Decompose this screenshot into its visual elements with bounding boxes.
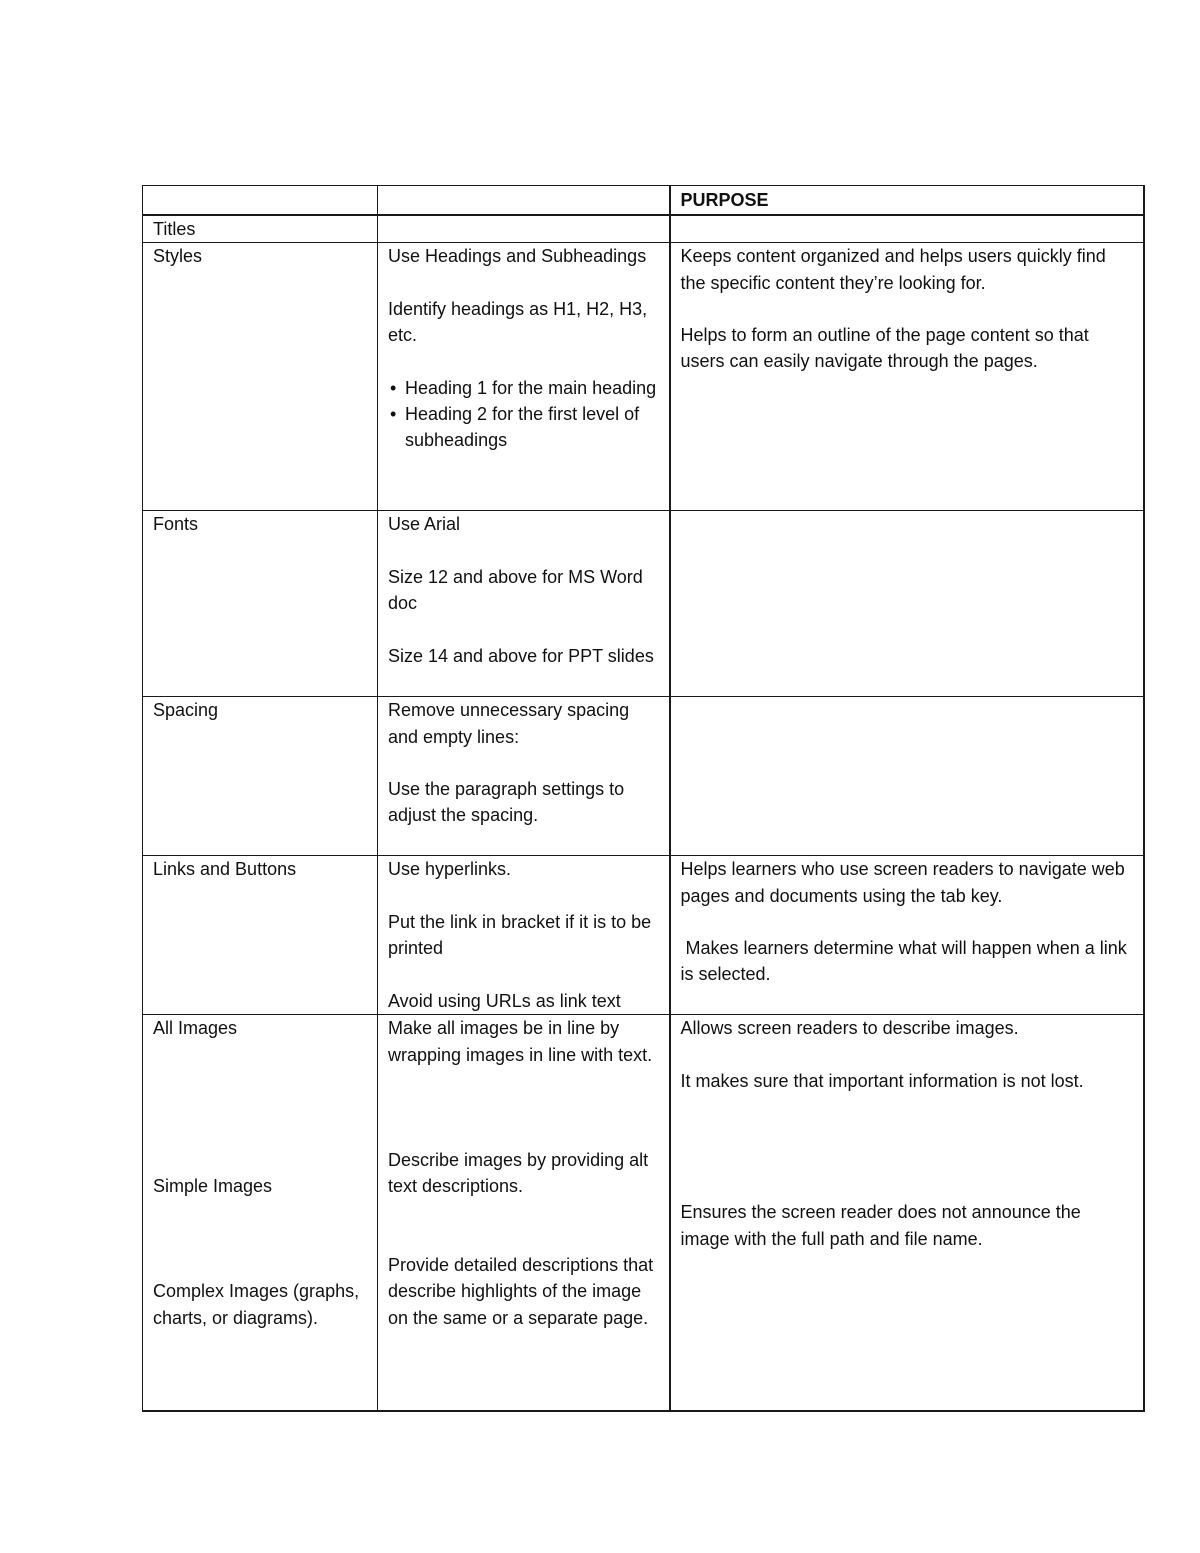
images-purpose-cell (670, 1015, 1144, 1412)
row-label-complex-images: Complex Images (graphs, charts, or diagrams). (153, 1281, 360, 1328)
spacer (388, 538, 659, 564)
spacer (388, 270, 659, 296)
styles-purpose-p2: Helps to form an outline of the page content so that users can easily navigate through the pages. (680, 325, 1089, 372)
spacer (388, 348, 659, 374)
spacer (681, 1042, 1133, 1068)
fonts-guidance-cell (378, 511, 670, 697)
row-label-simple-images: Simple Images (153, 1176, 273, 1197)
links-purpose-cell (670, 856, 1144, 1015)
styles-purpose-cell (670, 243, 1144, 511)
row-label-styles: Styles (143, 243, 378, 511)
spacer (681, 909, 1133, 935)
fonts-guidance-p1: Use Arial (388, 514, 461, 535)
table-row-titles (143, 215, 1144, 243)
row-label-all-images: All Images (153, 1018, 238, 1039)
fonts-guidance-p2: Size 12 and above for MS Word doc (388, 566, 643, 614)
list-item-text: Heading 2 for the first level of subheadings (405, 404, 640, 451)
row-label-fonts: Fonts (143, 511, 378, 697)
table-row-links-and-buttons (143, 856, 1144, 1015)
heading-levels-list (388, 375, 659, 454)
links-purpose-p2: Makes learners determine what will happen when a link is selected. (680, 938, 1132, 985)
row-label-titles: Titles (143, 215, 378, 243)
images-guidance-all: Make all images be in line by wrapping images in line with text. (388, 1018, 653, 1065)
images-guidance-simple: Describe images by providing alt text descriptions. (388, 1149, 649, 1197)
table-row-fonts (143, 511, 1144, 697)
bullet-icon: • (390, 404, 397, 425)
links-guidance-p2: Put the link in bracket if it is to be printed (388, 911, 652, 959)
spacer (388, 750, 659, 776)
titles-guidance-cell (378, 215, 670, 243)
spacing-guidance-p2: Use the paragraph settings to adjust the spacing. (388, 779, 625, 826)
styles-guidance-p1: Use Headings and Subheadings (388, 246, 647, 267)
spacer (681, 1094, 1133, 1173)
links-purpose-p1: Helps learners who use screen readers to navigate web pages and documents using the tab key. (680, 859, 1125, 906)
styles-guidance-cell (378, 243, 670, 511)
list-item (388, 375, 659, 401)
spacer (153, 1120, 367, 1173)
spacing-purpose-cell (670, 697, 1144, 856)
table-header-row (143, 186, 1144, 216)
spacer (388, 1068, 659, 1147)
table-row-spacing (143, 697, 1144, 856)
header-cell-guidance (378, 186, 670, 216)
spacer (681, 1173, 1133, 1199)
fonts-guidance-p3: Size 14 and above for PPT slides (388, 645, 654, 666)
links-guidance-p3: Avoid using URLs as link text (388, 990, 621, 1011)
spacer (153, 1042, 367, 1121)
images-purpose-p1: Allows screen readers to describe images. (680, 1018, 1019, 1039)
accessibility-guidelines-table (142, 185, 1145, 1412)
fonts-purpose-cell (670, 511, 1144, 697)
spacer (153, 1199, 367, 1278)
spacing-guidance-p1: Remove unnecessary spacing and empty lines: (388, 700, 630, 747)
list-item-text: Heading 1 for the main heading (405, 377, 657, 398)
bullet-icon: • (390, 377, 397, 398)
table-row-images (143, 1015, 1144, 1412)
links-guidance-p1: Use hyperlinks. (388, 859, 512, 880)
styles-purpose-p1: Keeps content organized and helps users quickly find the specific content they’re looking for. (680, 246, 1106, 293)
images-purpose-p2: It makes sure that important information is not lost. (680, 1070, 1084, 1091)
list-item (388, 401, 659, 454)
spacer (681, 296, 1133, 322)
links-guidance-cell (378, 856, 670, 1015)
spacer (388, 883, 659, 909)
titles-purpose-cell (670, 215, 1144, 243)
header-cell-topic (143, 186, 378, 216)
row-label-links-and-buttons: Links and Buttons (143, 856, 378, 1015)
spacer (388, 616, 659, 642)
table-row-styles (143, 243, 1144, 511)
images-label-cell (143, 1015, 378, 1412)
images-purpose-p3: Ensures the screen reader does not announce the image with the full path and file name. (680, 1202, 1081, 1249)
images-guidance-cell (378, 1015, 670, 1412)
spacer (388, 961, 659, 987)
images-guidance-complex: Provide detailed descriptions that describe highlights of the image on the same or a separate page. (388, 1254, 654, 1328)
spacing-guidance-cell (378, 697, 670, 856)
row-label-spacing: Spacing (143, 697, 378, 856)
spacer (388, 1199, 659, 1252)
styles-guidance-p2: Identify headings as H1, H2, H3, etc. (388, 298, 648, 346)
header-cell-purpose: PURPOSE (670, 186, 1144, 216)
